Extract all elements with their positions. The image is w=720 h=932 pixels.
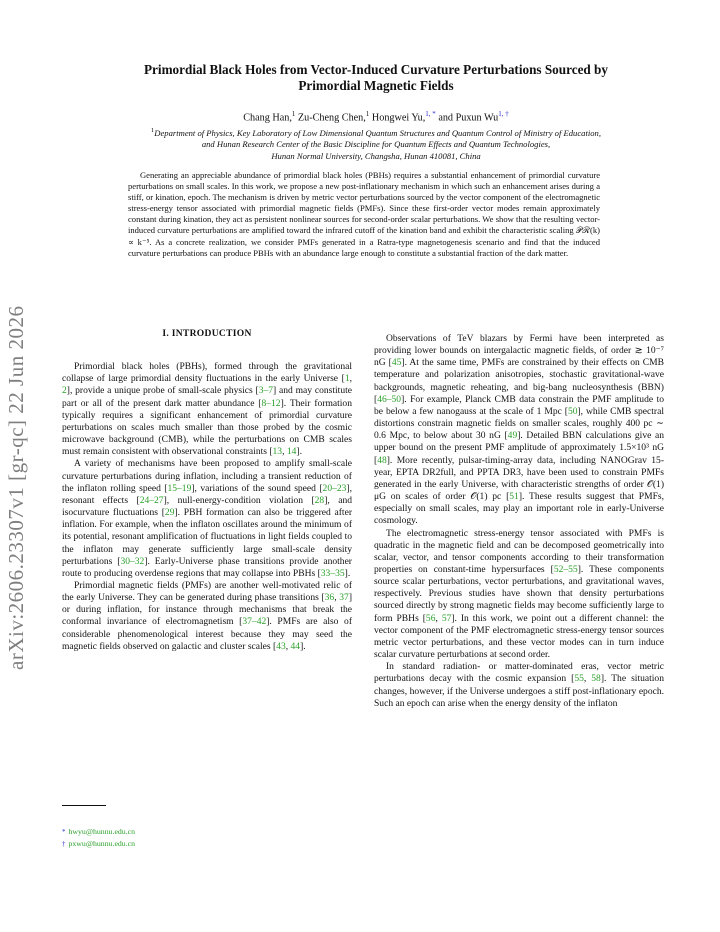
citation-link[interactable]: 14 [286, 446, 297, 458]
left-column [62, 328, 352, 653]
email-link[interactable]: pxwu@hunnu.edu.cn [68, 839, 136, 848]
citation-link[interactable]: 45 [391, 357, 402, 369]
citation-link[interactable]: 51 [509, 491, 519, 503]
citation-link[interactable]: 49 [507, 430, 518, 442]
email-link[interactable]: hwyu@hunnu.edu.cn [68, 827, 136, 836]
author-name: Chang Han, [243, 112, 292, 124]
section-heading-introduction: I. INTRODUCTION [162, 328, 252, 339]
author-list [90, 108, 662, 124]
citation-link[interactable]: 15–19 [167, 482, 192, 494]
author-affiliation-mark: 1 [365, 110, 370, 118]
citation-link[interactable]: 50 [567, 405, 578, 417]
citation-link[interactable]: 48 [377, 454, 387, 466]
citation-link[interactable]: 8–12 [261, 397, 281, 409]
citation-link[interactable]: 29 [164, 507, 175, 519]
paragraph: The electromagnetic stress-energy tensor associated with PMFs is quadratic in the magnetic field and can be decomposed geometrically into scalar, vector, and tensor components according to their transformation properties on constant-time hypersurfaces [52–55]. These components source scalar perturbations, vector perturbations, and gravitational waves, respectively. Previous studies have shown that density perturbations sourced directly by strong magnetic fields may become sufficiently large to form PBHs [56, 57]. In this work, we point out a different channel: the vector component of the PMF electromagnetic stress-energy tensor sources metric vector perturbations, and these vector modes can in turn induce scalar curvature perturbations at second order. [374, 527, 664, 661]
citation-link[interactable]: 57 [441, 612, 452, 624]
author-name: Zu-Cheng Chen, [295, 112, 366, 124]
paragraph: Primordial magnetic fields (PMFs) are another well-motivated relic of the early Universe. They can be generated during phase transitions [36, 37] or during inflation, for instance through mechanisms that break the conformal invariance of electromagnetism [37–42]. PMFs are also of considerable phenomenological interest because they may seed the magnetic fields observed on galactic and cluster scales [43, 44]. [62, 579, 353, 652]
citation-link[interactable]: 56 [425, 612, 436, 624]
author-footnote-mark[interactable]: 1, * [425, 110, 436, 118]
citation-link[interactable]: 52–55 [553, 563, 578, 575]
affiliation-line-3: Hunan Normal University, Changsha, Hunan 410081, China [271, 150, 481, 161]
citation-link[interactable]: 30–32 [120, 555, 145, 567]
citation-link[interactable]: 43 [276, 640, 286, 652]
citation-link[interactable]: 24–27 [139, 494, 164, 506]
paragraph: Primordial black holes (PBHs), formed through the gravitational collapse of large primordial density fluctuations in the early Universe [1, 2], provide a unique probe of small-scale physics [3–7] and may constitute part or all of the present dark matter abundance [8–12]. Their formation typically requires a significant enhancement of primordial curvature perturbations on scales much smaller than those probed by the cosmic microwave background (CMB), while the perturbations on CMB scales must remain consistent with observational constraints [13, 14]. [62, 361, 352, 458]
paragraph: In standard radiation- or matter-dominated eras, vector metric perturbations decay with the cosmic expansion [55, 58]. The situation changes, however, if the Universe undergoes a stiff post-inflationary epoch. Such an epoch can arise when the energy density of the inflaton [374, 661, 664, 709]
footnote-mark: † [62, 840, 66, 848]
affiliation-mark: 1 [151, 127, 155, 134]
citation-link[interactable]: 2 [62, 385, 67, 397]
citation-link[interactable]: 20–23 [322, 482, 347, 494]
paragraph: A variety of mechanisms have been proposed to amplify small-scale curvature perturbations during inflation, including a transient reduction of the inflaton rolling speed [15–19], variations of the sound speed [20–23], resonant effects [24–27], null-energy-condition violation [28], and isocurvature fluctuations [29]. PBH formation can also be triggered after inflation. For example, when the inflaton oscillates around the minimum of its potential, resonant amplification of fluctuations in light fields coupled to the inflaton may generate sufficiently large small-scale density perturbations [30–32]. Early-Universe phase transitions provide another route to producing overdense regions that may collapse into PBHs [33–35]. [62, 458, 352, 579]
citation-link[interactable]: 36 [324, 592, 335, 604]
paper-title-line-2: Primordial Magnetic Fields [298, 78, 454, 93]
citation-link[interactable]: 37–42 [242, 616, 267, 628]
footnote-mark: * [62, 828, 66, 836]
author-name: Hongwei Yu, [369, 112, 426, 124]
right-column [374, 333, 664, 710]
citation-link[interactable]: 44 [290, 640, 301, 652]
author-name: and Puxun Wu [435, 112, 499, 124]
affiliation-line-1: Department of Physics, Key Laboratory of Low Dimensional Quantum Structures and Quantum Control of Ministry of Education, [154, 127, 601, 138]
arxiv-identifier-stamp: arXiv:2606.23307v1 [gr-qc] 22 Jun 2026 [4, 305, 28, 670]
citation-link[interactable]: 13 [272, 446, 283, 458]
paper-title [90, 62, 662, 94]
citation-link[interactable]: 58 [591, 673, 601, 685]
footnote-corresponding-2 [62, 838, 352, 850]
paragraph: Observations of TeV blazars by Fermi have been interpreted as providing lower bounds on intergalactic magnetic fields, of order ≳ 10⁻⁷ nG [45]. At the same time, PMFs are constrained by their effects on CMB temperature and polarization anisotropies, stochastic gravitational-wave backgrounds, magnetic reheating, and big-bang nucleosynthesis (BBN) [46–50]. For example, Planck CMB data constrain the PMF amplitude to be below a few nanogauss at the scale of 1 Mpc [50], while CMB spectral distortions constrain magnetic fields on smaller scales, roughly 400 pc ∼ 0.6 Mpc, to below about 30 nG [49]. Detailed BBN calculations give an upper bound on the present PMF amplitude of approximately 1.5×10³ nG [48]. More recently, pulsar-timing-array data, including NANOGrav 15-year, EPTA DR2full, and PPTA DR3, have been used to constrain PMFs generated in the early Universe, with characteristic strengths of order 𝒪(1) μG on scales of order 𝒪(1) pc [51]. These results suggest that PMFs, especially on small scales, may play an important role in early-Universe cosmology. [374, 333, 665, 527]
author-footnote-mark[interactable]: 1, † [498, 110, 509, 118]
citation-link[interactable]: 37 [339, 592, 349, 604]
citation-link[interactable]: 33–35 [320, 567, 345, 579]
abstract: Generating an appreciable abundance of primordial black holes (PBHs) requires a substantial enhancement of primordial curvature perturbations on small scales. In this work, we propose a new post-inflationary mechanism in which such an enhancement arises during a stiff, or kination, epoch. The mechanism is driven by metric vector perturbations sourced by the vector component of the electromagnetic stress-energy tensor associated with primordial magnetic fields (PMFs). Since these first-order vector modes remain approximately constant during kination, they act as persistent nonlinear sources for second-order scalar perturbations. We show that the resulting vector-induced curvature perturbations are amplified toward the infrared cutoff of the kination band and exhibit the characteristic scaling 𝒫ℛ(k) ∝ k⁻⁵. As a concrete realization, we consider PMFs generated in a Ratra-type magnetogenesis scenario and find that the induced curvature perturbations can produce PBHs with an abundance large enough to constitute a substantial fraction of the dark matter. [128, 170, 600, 258]
paper-title-line-1: Primordial Black Holes from Vector-Induced Curvature Perturbations Sourced by [144, 62, 608, 77]
citation-link[interactable]: 1 [344, 373, 350, 385]
citation-link[interactable]: 3–7 [258, 385, 274, 397]
affiliation-block [62, 125, 690, 162]
footnotes [62, 826, 352, 850]
author-affiliation-mark: 1 [291, 110, 296, 118]
footnote-rule [62, 805, 106, 806]
citation-link[interactable]: 28 [314, 494, 325, 506]
citation-link[interactable]: 46–50 [377, 393, 402, 405]
citation-link[interactable]: 55 [574, 673, 584, 685]
footnote-corresponding-1 [62, 826, 352, 838]
affiliation-line-2: and Hunan Research Center of the Basic Discipline for Quantum Effects and Quantum Technologies, [201, 139, 551, 150]
